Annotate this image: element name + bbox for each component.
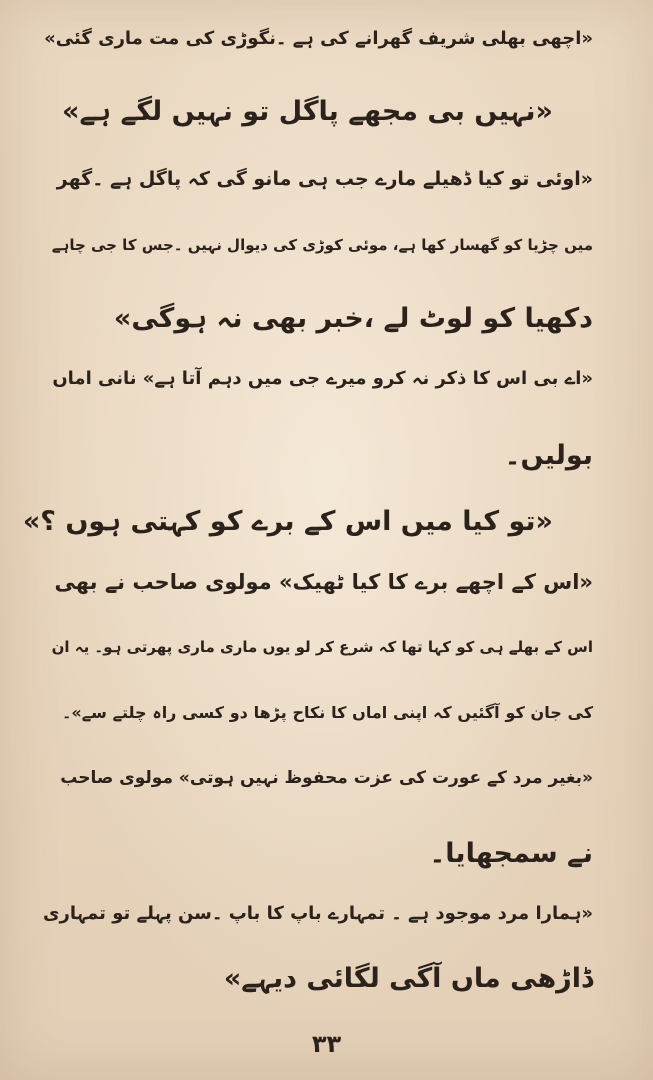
text-line-9: «اس کے اچھے برے کا کیا ٹھیک» مولوی صاحب نے بھی bbox=[54, 570, 593, 594]
text-line-3: «اوئی تو کیا ڈھیلے مارے جب ہی مانو گی کہ پاگل ہے ۔گھر bbox=[56, 168, 593, 190]
text-line-8: «تو کیا میں اس کے برے کو کہتی ہوں ؟» bbox=[22, 506, 553, 537]
text-line-2: «نہیں بی مجھے پاگل تو نہیں لگے ہے» bbox=[62, 96, 553, 127]
text-line-15: ڈاڑھی ماں آگی لگائی دیہے» bbox=[223, 963, 593, 994]
text-line-5: دکھیا کو لوٹ لے ،خبر بھی نہ ہوگی» bbox=[113, 303, 593, 334]
text-line-13: نے سمجھایا۔ bbox=[429, 838, 593, 869]
page-number: ۳۳ bbox=[311, 1030, 342, 1058]
text-line-6: «اے بی اس کا ذکر نہ کرو میرے جی میں دہم آتا ہے» نانی اماں bbox=[52, 368, 593, 389]
text-line-14: «ہمارا مرد موجود ہے ۔ تمہارے باپ کا باپ ۔سن پہلے تو تمہاری bbox=[42, 903, 593, 924]
text-line-12: «بغیر مرد کے عورت کی عزت محفوظ نہیں ہوتی» مولوی صاحب bbox=[60, 768, 593, 788]
text-line-1: «اچھی بھلی شریف گھرانے کی ہے ۔نگوڑی کی مت ماری گئی» bbox=[44, 28, 593, 49]
text-line-10: اس کے بھلے ہی کو کہا تھا کہ شرع کر لو یوں ماری ماری پھرتی ہو۔ یہ ان bbox=[51, 638, 593, 656]
text-line-11: کی جان کو آگئیں کہ اپنی اماں کا نکاح پڑھا دو کسی راہ چلتے سے»۔ bbox=[62, 703, 593, 722]
text-line-4: میں چڑیا کو گھسار کھا ہے، موئی کوڑی کی دیوال نہیں ۔جس کا جی چاہے bbox=[51, 236, 593, 254]
text-line-7: بولیں۔ bbox=[504, 440, 593, 471]
